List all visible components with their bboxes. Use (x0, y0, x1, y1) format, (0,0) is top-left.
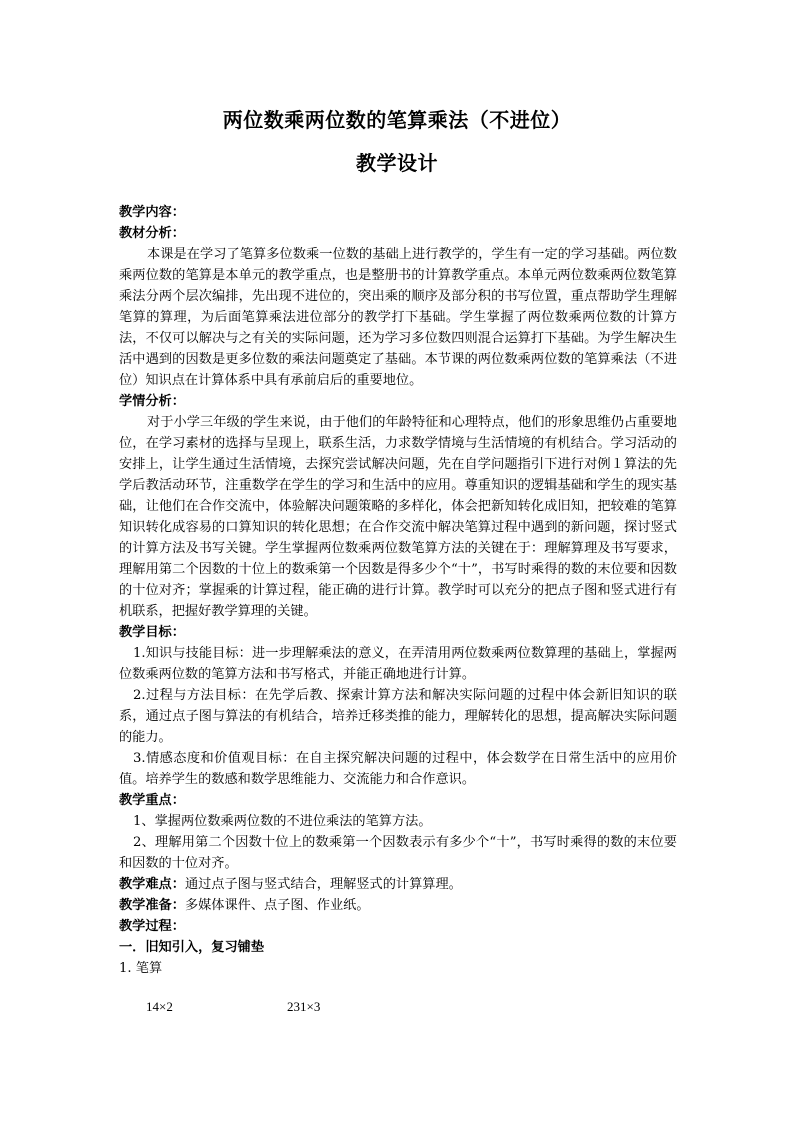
difficulty-label: 教学难点： (119, 877, 185, 892)
calculation-row (119, 996, 677, 1017)
section-heading-student: 学情分析： (119, 394, 185, 409)
key-point-1: 1、掌握两位数乘两位数的不进位乘法的笔算方法。 (133, 814, 432, 829)
difficulty-line (119, 874, 677, 895)
calc-expression-1: 14×2 (146, 999, 173, 1014)
goal-item-1: 1.知识与技能目标：进一步理解乘法的意义，在弄清用两位数乘两位数算理的基础上，掌握两位数乘两位数的笔算方法和书写格式，并能正确地进行计算。 (119, 646, 677, 682)
document-title: 两位数乘两位数的笔算乘法（不进位） (222, 108, 572, 132)
material-analysis-paragraph: 本课是在学习了笔算多位数乘一位数的基础上进行教学的，学生有一定的学习基础。两位数乘两位数的笔算是本单元的教学重点，也是整册书的计算教学重点。本单元两位数乘两位数笔算乘法分两个层次编排，先出现不进位的，突出乘的顺序及部分积的书写位置，重点帮助学生理解笔算的算理，为后面笔算乘法进位部分的教学打下基础。学生掌握了两位数乘两位数的计算方法，不仅可以解决与之有关的实际问题，还为学习多位数四则混合运算打下基础。为学生解决生活中遇到的因数是更多位数的乘法问题奠定了基础。本节课的两位数乘两位数的笔算乘法（不进位）知识点在计算体系中具有承前启后的重要地位。 (119, 247, 677, 388)
sub-item-written-calc: 1. 笔算 (119, 961, 163, 976)
student-analysis-paragraph: 对于小学三年级的学生来说，由于他们的年龄特征和心理特点，他们的形象思维仍占重要地位，在学习素材的选择与呈现上，联系生活，力求数学情境与生活情境的有机结合。学习活动的安排上，让学生通过生活情境，去探究尝试解决问题，先在自学问题指引下进行对例１算法的先学后教活动环节，注重数学在学生的学习和生活中的应用。尊重知识的逻辑基础和学生的现实基础，让他们在合作交流中，体验解决问题策略的多样化，体会把新知转化成旧知，把较难的笔算知识转化成容易的口算知识的转化思想；在合作交流中解决笔算过程中遇到的新问题，探讨竖式的计算方法及书写关键。学生掌握两位数乘两位数笔算方法的关键在于：理解算理及书写要求，理解用第二个因数的十位上的数乘第一个因数是得多少个“十”，书写时乘得的数的末位要和因数的十位对齐；掌握乘的计算过程，能正确的进行计算。教学时可以充分的把点子图和竖式进行有机联系，把握好教学算理的关键。 (119, 415, 677, 619)
step-one-heading: 一．旧知引入，复习铺垫 (119, 940, 265, 955)
section-heading-goals: 教学目标： (119, 625, 185, 640)
section-heading-process: 教学过程： (119, 919, 185, 934)
document-body (119, 202, 677, 1017)
calc-expression-2: 231×3 (287, 999, 321, 1014)
document-subtitle: 教学设计 (356, 151, 438, 175)
preparation-text: 多媒体课件、点子图、作业纸。 (184, 898, 370, 913)
difficulty-text: 通过点子图与竖式结合，理解竖式的计算算理。 (184, 877, 462, 892)
goal-item-3: 3.情感态度和价值观目标：在自主探究解决问题的过程中，体会数学在日常生活中的应用价值。培养学生的数感和数学思维能力、交流能力和合作意识。 (119, 751, 677, 787)
section-heading-content: 教学内容： (119, 205, 185, 220)
preparation-line (119, 895, 677, 916)
preparation-label: 教学准备： (119, 898, 185, 913)
section-heading-material: 教材分析： (119, 226, 185, 241)
section-heading-key-points: 教学重点： (119, 793, 185, 808)
key-point-2: 2、理解用第二个因数十位上的数乘第一个因数表示有多少个“十”，书写时乘得的数的末位要和因数的十位对齐。 (119, 835, 677, 871)
goal-item-2: 2.过程与方法目标：在先学后教、探索计算方法和解决实际问题的过程中体会新旧知识的联系，通过点子图与算法的有机结合，培养迁移类推的能力，理解转化的思想，提高解决实际问题的能力。 (119, 688, 677, 745)
